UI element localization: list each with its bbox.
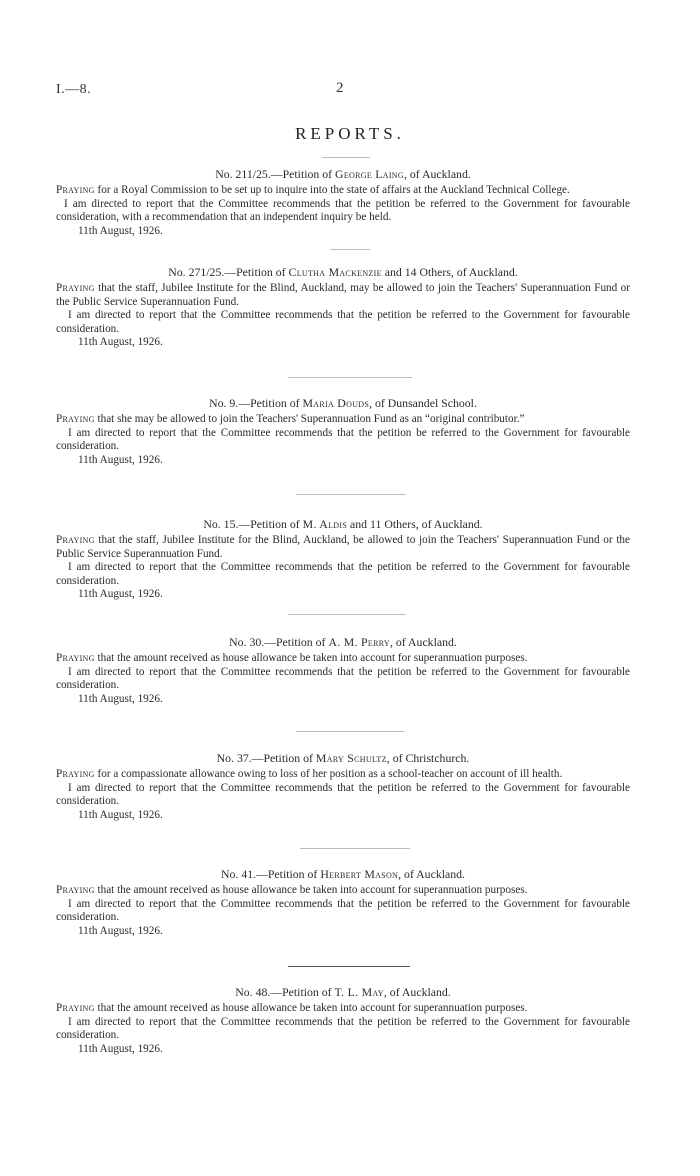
- petition-271-25: [56, 266, 630, 349]
- petition-separator: —Petition of: [224, 265, 289, 279]
- petitioner-name: Mary Schultz: [315, 751, 387, 765]
- petition-body: [56, 534, 630, 601]
- petition-heading: [56, 266, 630, 279]
- petition-heading: [56, 518, 630, 531]
- petitioner-place: , of Auckland.: [403, 167, 471, 181]
- petitioner-place: , of Christchurch.: [386, 751, 470, 765]
- petition-body: [56, 282, 630, 349]
- petitioner-name: Clutha Mackenzie: [288, 265, 382, 279]
- report-date: 11th August, 1926.: [78, 692, 163, 705]
- petition-body: [56, 884, 630, 938]
- separator-rule: [330, 249, 370, 250]
- paper-reference: I.—8.: [56, 82, 92, 97]
- praying-paragraph: [56, 652, 630, 665]
- petition-9: [56, 397, 630, 467]
- petition-41: [56, 868, 630, 938]
- praying-word: Praying: [56, 768, 95, 781]
- praying-word: Praying: [56, 282, 95, 295]
- petitioner-place: and 14 Others, of Auckland.: [381, 265, 518, 279]
- petitioner-place: and 11 Others, of Auckland.: [347, 517, 483, 531]
- report-date: 11th August, 1926.: [78, 336, 163, 349]
- petition-number: No. 271/25.: [168, 265, 225, 279]
- petition-body: [56, 1002, 630, 1056]
- praying-text: for a compassionate allowance owing to loss of her position as a school-teacher on account of ill health.: [94, 768, 563, 781]
- petition-heading: [56, 397, 630, 410]
- petitioner-name: M. Aldis: [302, 517, 348, 531]
- petition-body: [56, 413, 630, 467]
- petition-separator: —Petition of: [256, 867, 321, 881]
- petition-number: No. 30.: [229, 635, 265, 649]
- petition-number: No. 48.: [235, 985, 271, 999]
- praying-paragraph: [56, 282, 630, 309]
- separator-rule: [300, 848, 410, 849]
- praying-text: that the amount received as house allowance be taken into account for superannuation purposes.: [94, 652, 528, 665]
- praying-text: that she may be allowed to join the Teachers' Superannuation Fund as an “original contributor.”: [94, 413, 525, 426]
- title-rule: [322, 157, 370, 158]
- praying-paragraph: [56, 884, 630, 897]
- praying-word: Praying: [56, 1002, 95, 1015]
- praying-text: for a Royal Commission to be set up to inquire into the state of affairs at the Auckland Technical College.: [94, 184, 570, 197]
- petition-separator: —Petition of: [251, 751, 316, 765]
- praying-text: that the staff, Jubilee Institute for the Blind, Auckland, may be allowed to join the Teachers' Superannuation Fund or the Public Service Superannuation Fund.: [56, 282, 630, 308]
- petition-211-25: [56, 168, 630, 238]
- petition-30: [56, 636, 630, 706]
- separator-rule: [288, 377, 412, 378]
- report-date: 11th August, 1926.: [78, 453, 163, 466]
- praying-paragraph: [56, 413, 630, 426]
- praying-paragraph: [56, 184, 630, 197]
- praying-word: Praying: [56, 884, 95, 897]
- petition-48: [56, 986, 630, 1056]
- petition-number: No. 211/25.: [215, 167, 271, 181]
- report-paragraph: I am directed to report that the Committee recommends that the petition be referred to the Government for favourable consideration.: [56, 309, 630, 335]
- praying-paragraph: [56, 768, 630, 781]
- praying-word: Praying: [56, 413, 95, 426]
- report-date: 11th August, 1926.: [78, 924, 163, 937]
- petition-number: No. 15.: [203, 517, 239, 531]
- report-date: 11th August, 1926.: [78, 808, 163, 821]
- praying-paragraph: [56, 1002, 630, 1015]
- separator-rule: [288, 966, 410, 967]
- report-paragraph: I am directed to report that the Committee recommends that the petition be referred to the Government for favourable consideration, with a recommendation that an independent inquiry be held.: [56, 197, 630, 224]
- petition-body: [56, 184, 630, 238]
- report-date: 11th August, 1926.: [78, 588, 163, 601]
- petition-37: [56, 752, 630, 822]
- petition-separator: —Petition of: [264, 635, 329, 649]
- petition-body: [56, 652, 630, 706]
- petition-separator: —Petition of: [270, 985, 335, 999]
- petition-heading: [56, 168, 630, 181]
- report-paragraph: I am directed to report that the Committee recommends that the petition be referred to the Government for favourable consideration.: [56, 561, 630, 587]
- petition-heading: [56, 752, 630, 765]
- page-number: 2: [336, 80, 344, 96]
- report-date: 11th August, 1926.: [78, 1042, 163, 1055]
- petitioner-place: , of Auckland.: [390, 635, 457, 649]
- petitioner-name: Herbert Mason: [320, 867, 399, 881]
- petition-separator: —Petition of: [238, 396, 303, 410]
- petitioner-name: A. M. Perry: [328, 635, 390, 649]
- petition-separator: —Petition of: [238, 517, 303, 531]
- petition-number: No. 37.: [216, 751, 252, 765]
- report-paragraph: I am directed to report that the Committee recommends that the petition be referred to the Government for favourable consideration.: [56, 426, 630, 453]
- petition-heading: [56, 986, 630, 999]
- separator-rule: [288, 614, 406, 615]
- praying-word: Praying: [56, 652, 95, 665]
- report-paragraph: I am directed to report that the Committee recommends that the petition be referred to the Government for favourable consideration.: [56, 1015, 630, 1042]
- petition-heading: [56, 636, 630, 649]
- report-paragraph: I am directed to report that the Committee recommends that the petition be referred to the Government for favourable consideration.: [56, 781, 630, 808]
- petitioner-place: , of Dunsandel School.: [369, 396, 477, 410]
- section-title: REPORTS.: [295, 124, 405, 143]
- praying-text: that the staff, Jubilee Institute for the Blind, Auckland, be allowed to join the Teachers' Superannuation Fund or the Public Service Superannuation Fund.: [56, 534, 630, 560]
- praying-paragraph: [56, 534, 630, 561]
- petition-number: No. 41.: [221, 867, 257, 881]
- petition-body: [56, 768, 630, 822]
- petition-separator: —Petition of: [270, 167, 336, 181]
- separator-rule: [296, 494, 406, 495]
- petition-heading: [56, 868, 630, 881]
- report-date: 11th August, 1926.: [78, 224, 163, 237]
- praying-word: Praying: [56, 184, 95, 197]
- petitioner-place: , of Auckland.: [398, 867, 465, 881]
- petitioner-name: George Laing: [335, 167, 404, 181]
- petitioner-place: , of Auckland.: [383, 985, 451, 999]
- praying-word: Praying: [56, 534, 95, 547]
- praying-text: that the amount received as house allowance be taken into account for superannuation purposes.: [94, 884, 528, 897]
- petitioner-name: Maria Douds: [302, 396, 370, 410]
- report-paragraph: I am directed to report that the Committee recommends that the petition be referred to the Government for favourable consideration.: [56, 665, 630, 692]
- petitioner-name: T. L. May: [334, 985, 384, 999]
- petition-number: No. 9.: [209, 396, 239, 410]
- praying-text: that the amount received as house allowance be taken into account for superannuation purposes.: [94, 1002, 528, 1015]
- petition-15: [56, 518, 630, 601]
- separator-rule: [296, 731, 404, 732]
- report-paragraph: I am directed to report that the Committee recommends that the petition be referred to the Government for favourable consideration.: [56, 897, 630, 924]
